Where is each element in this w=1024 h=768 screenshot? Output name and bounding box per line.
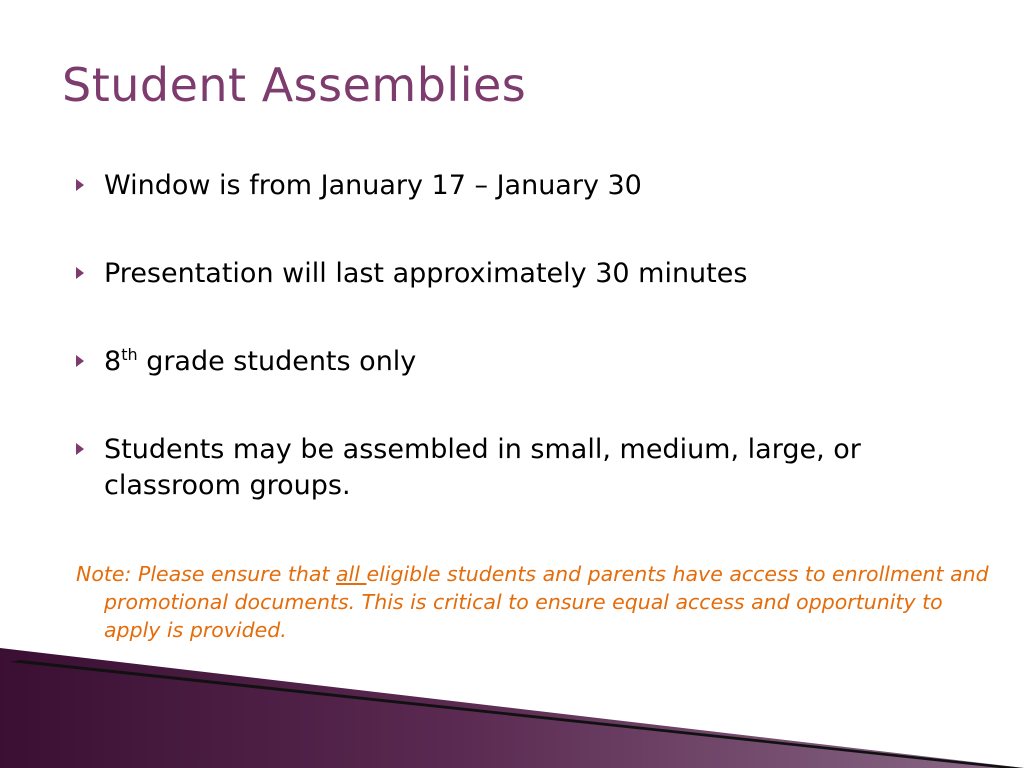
bullet-list (76, 168, 976, 504)
note-before: Note: Please ensure that (76, 562, 336, 586)
right-triangle-icon (76, 179, 84, 191)
note-emphasis: all (335, 562, 367, 586)
bullet-text-suffix: grade students only (137, 346, 417, 377)
slide-title: Student Assemblies (62, 58, 527, 112)
right-triangle-icon (76, 267, 84, 279)
bullet-item (76, 168, 976, 204)
bullet-text: Presentation will last approximately 30 minutes (104, 258, 748, 289)
bullet-item (76, 256, 976, 292)
bullet-text: Window is from January 17 – January 30 (104, 170, 642, 201)
note-after: eligible students and parents have access to enrollment and promotional documents. This is critical to ensure equal access and opportunity to apply is provided. (104, 562, 989, 642)
bullet-item (76, 432, 976, 504)
ordinal-superscript: th (121, 345, 138, 364)
bullet-text: Students may be assembled in small, medium, large, or classroom groups. (104, 434, 861, 501)
note-text (76, 560, 989, 644)
bullet-text-prefix: 8 (104, 346, 122, 377)
right-triangle-icon (76, 443, 84, 455)
bullet-item (76, 344, 976, 380)
right-triangle-icon (76, 355, 84, 367)
